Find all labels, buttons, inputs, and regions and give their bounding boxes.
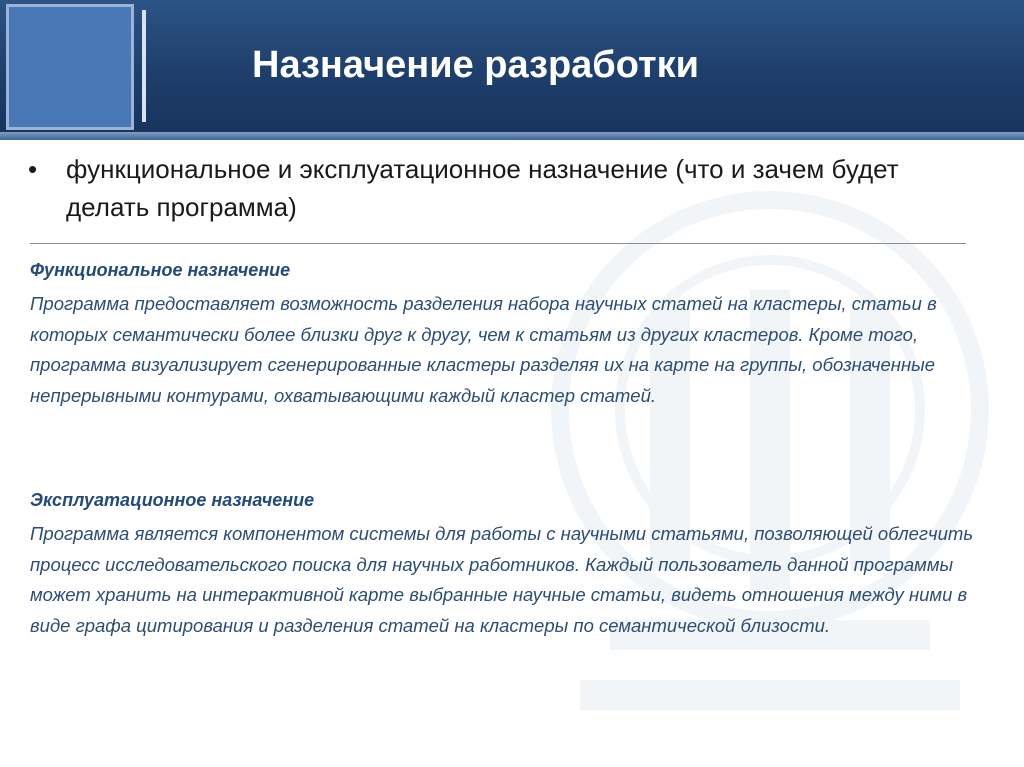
section-body: Программа предоставляет возможность разделения набора научных статей на кластеры, статьи в которых семантически более близки друг к другу, чем к статьям из других кластеров. Кроме того, программа визуализирует сгенерированные кластеры разделяя их на карте на группы, обозначенные непрерывными контурами, охватывающими каждый кластер статей. [30,293,937,406]
section-heading: Функциональное назначение [30,260,291,280]
section-operational [30,487,990,641]
bullet-item [28,150,988,226]
bullet-text: функциональное и эксплуатационное назначение (что и зачем будет делать программа) [66,154,899,222]
header-accent-square [6,4,134,130]
slide-title: Назначение разработки [252,44,700,86]
header-bar [0,0,1024,132]
header-stripe [0,132,1024,140]
section-functional [30,257,990,411]
bullet-marker: • [28,154,38,184]
divider-line [30,243,966,244]
header-vertical-rule [142,10,146,122]
section-heading: Эксплуатационное назначение [30,490,315,510]
section-body: Программа является компонентом системы для работы с научными статьями, позволяющей облегчить процесс исследовательского поиска для научных работников. Каждый пользователь данной программы может хранить на интерактивной карте выбранные научные статьи, видеть отношения между ними в виде графа цитирования и разделения статей на кластеры по семантической близости. [30,523,974,636]
